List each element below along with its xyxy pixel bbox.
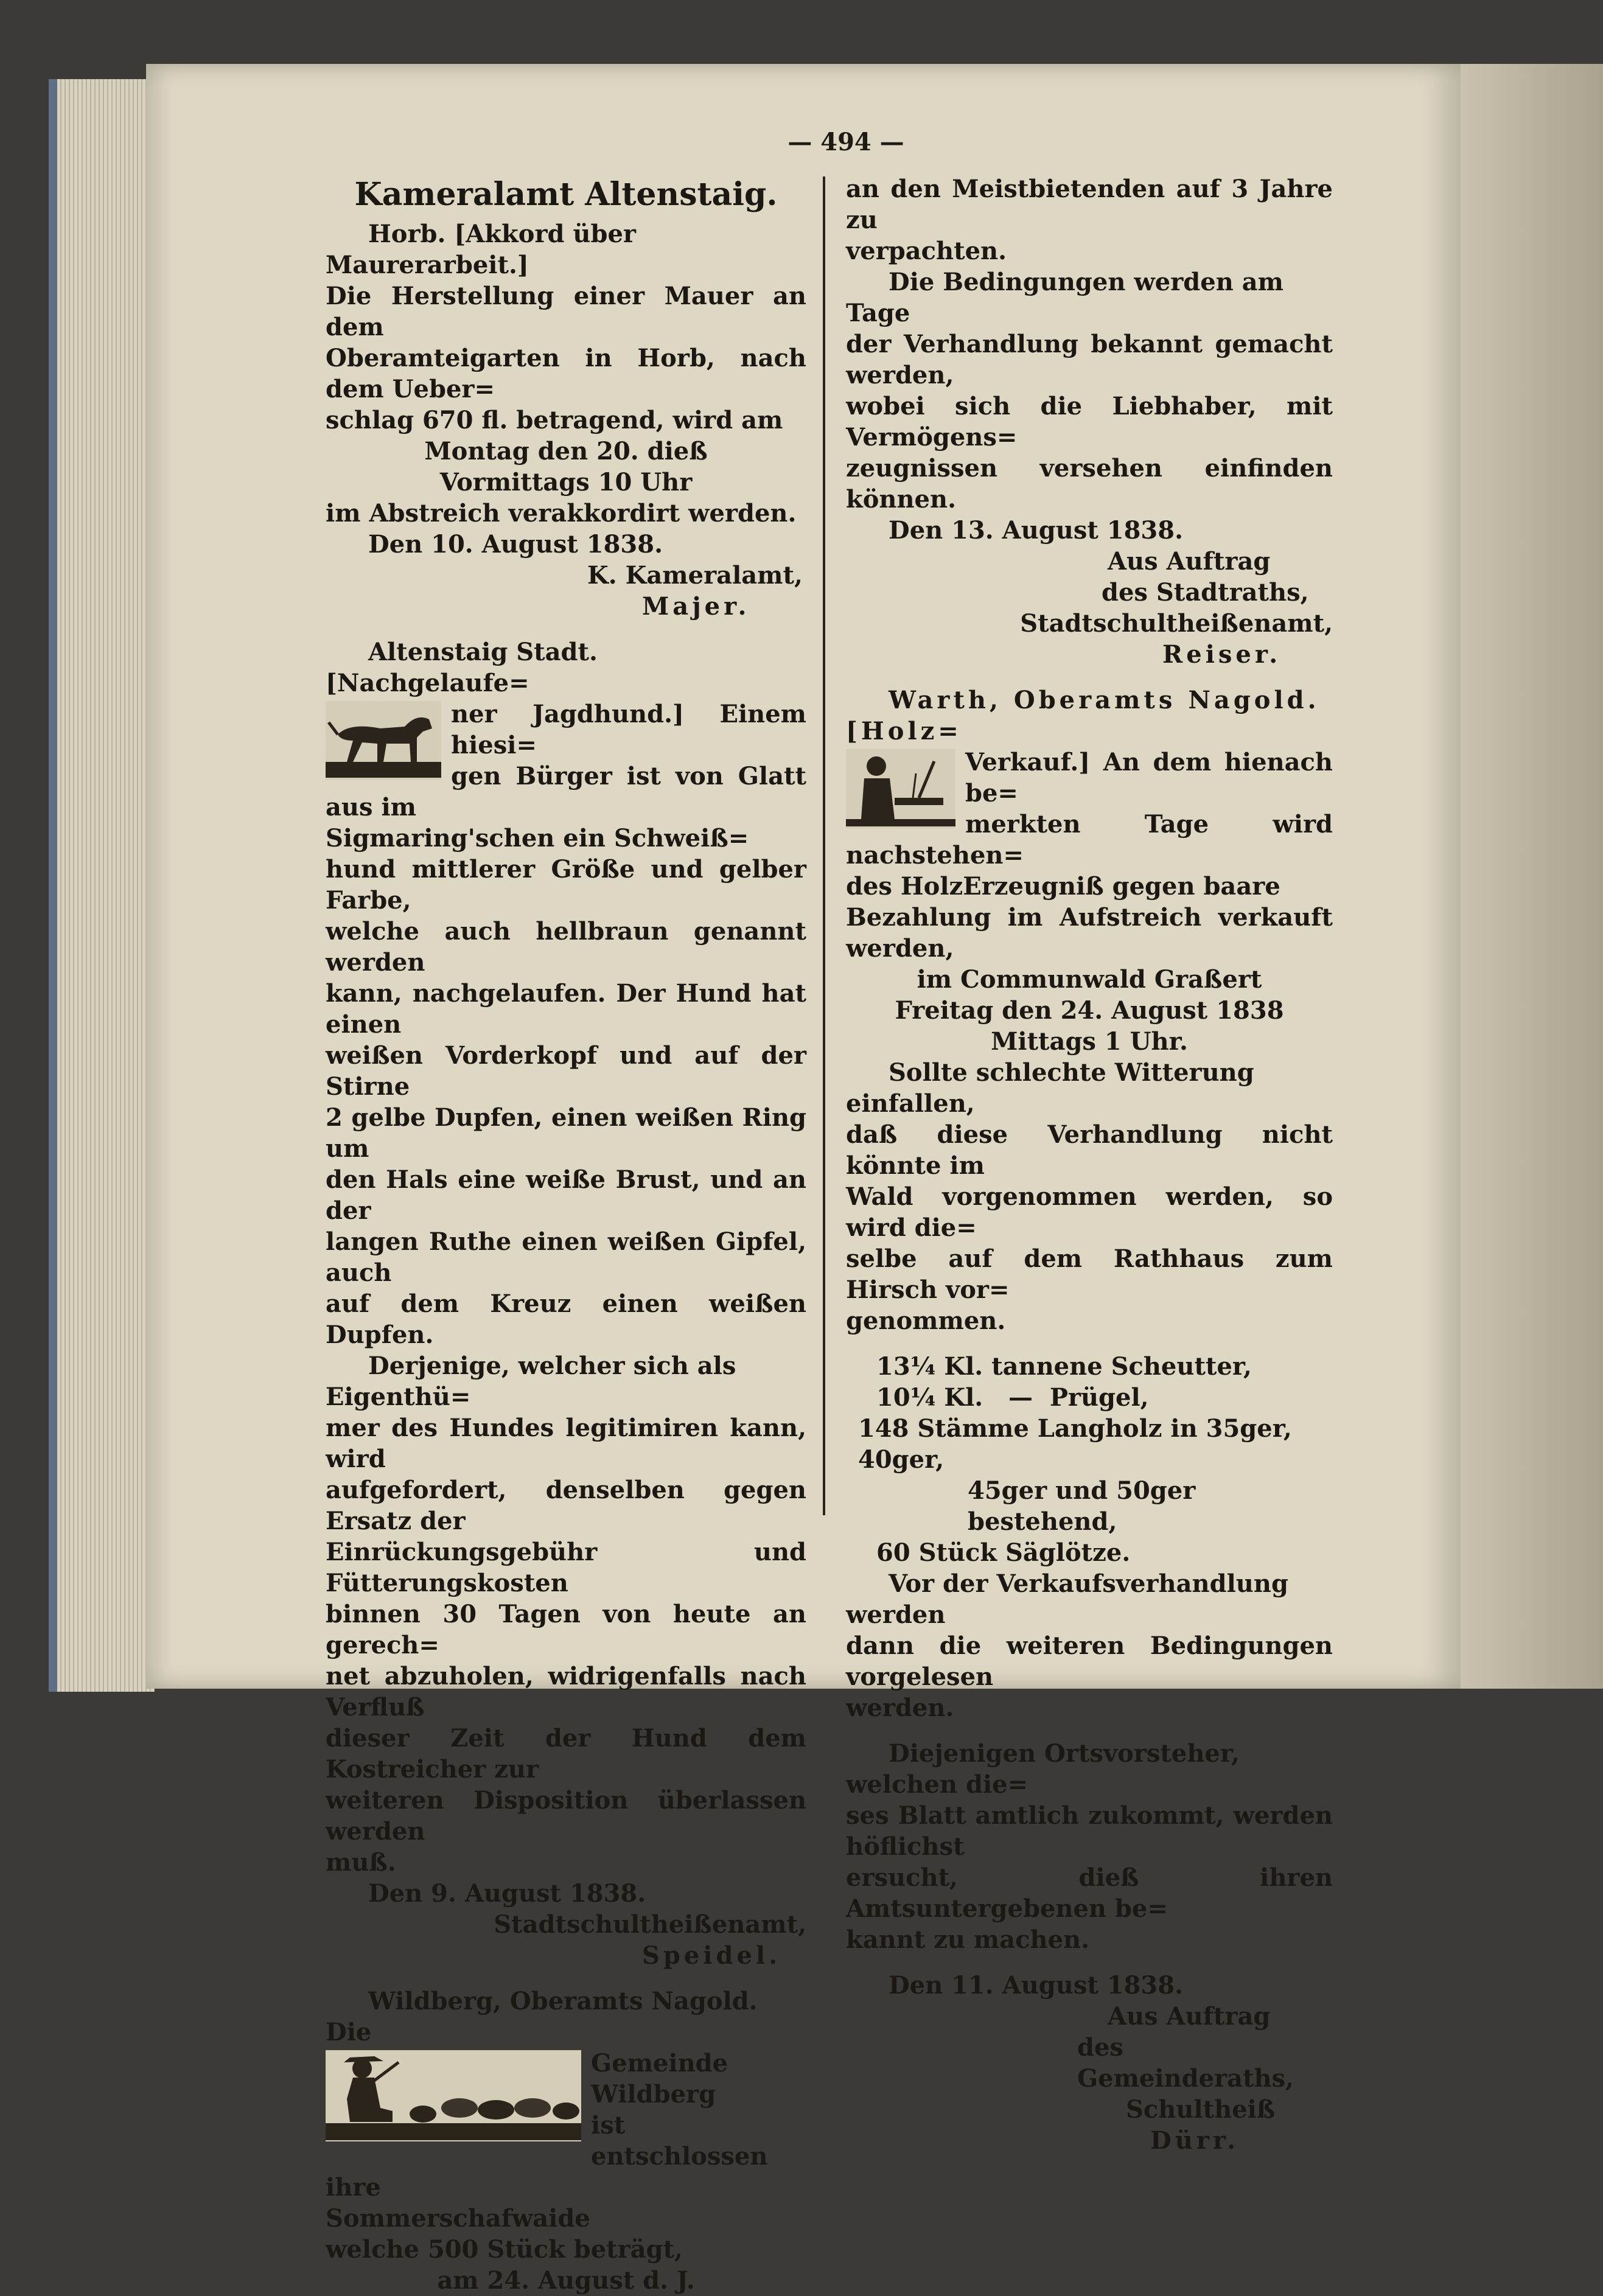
notice-line: Wald vorgenommen werden, so wird die=	[846, 1182, 1333, 1242]
notice-date: Den 11. August 1838.	[889, 1971, 1184, 2000]
notice-line: zeugnissen versehen einfinden können.	[846, 454, 1333, 514]
notice-line: schlag 670 fl. betragend, wird am	[326, 406, 783, 434]
spacer	[326, 622, 806, 637]
notice-line: Vor der Verkaufsverhandlung werden	[846, 1569, 1288, 1629]
notice-line: werden.	[846, 1694, 954, 1722]
notice-signature: Aus Auftrag	[1108, 2002, 1271, 2031]
notice-line: der Verhandlung bekannt gemacht werden,	[846, 330, 1333, 389]
notice-line: weißen Vorderkopf und auf der Stirne	[326, 1041, 806, 1101]
notice-line: kann, nachgelaufen. Der Hund hat einen	[326, 979, 806, 1039]
notice-date-line: Montag den 20. dieß	[424, 437, 708, 466]
wood-item: 10¼ Kl. — Prügel,	[876, 1383, 1149, 1412]
notice-line: Die Bedingungen werden am Tage	[846, 268, 1283, 327]
notice-line: Diejenigen Ortsvorsteher, welchen die=	[846, 1739, 1240, 1799]
notice-line: Verkauf.] An dem hienach be=	[965, 748, 1333, 808]
wood-item: 13¼ Kl. tannene Scheutter,	[876, 1352, 1252, 1381]
notice-line: Bezahlung im Aufstreich verkauft werden,	[846, 903, 1333, 963]
notice-date: Den 13. August 1838.	[889, 516, 1184, 545]
shepherd-woodcut-icon	[326, 2050, 581, 2141]
notice-line: im Abstreich verakkordirt werden.	[326, 499, 797, 528]
notice-line: Einrückungsgebühr und Fütterungskosten	[326, 1538, 806, 1597]
notice-line: mer des Hundes legitimiren kann, wird	[326, 1414, 806, 1473]
notice-line: Gemeinde Wildberg	[591, 2049, 728, 2109]
notice-signature-name: Dürr.	[1150, 2126, 1240, 2155]
column-divider	[823, 176, 825, 1515]
notice-line: gen Bürger ist von Glatt aus im	[326, 762, 806, 822]
notice-line: verpachten.	[846, 237, 1007, 265]
notice-line: ist entschlossen ihre	[326, 2111, 768, 2202]
notice-line: Die Herstellung einer Mauer an dem	[326, 282, 806, 341]
spacer	[326, 1971, 806, 1986]
notice-signature: K. Kameralamt,	[587, 561, 803, 590]
spacer	[846, 1955, 1333, 1970]
notice-line: 2 gelbe Dupfen, einen weißen Ring um	[326, 1103, 806, 1163]
notice-line: des HolzErzeugniß gegen baare	[846, 872, 1280, 901]
notice-line: dann die weiteren Bedingungen vorgelesen	[846, 1631, 1333, 1691]
notice-line: Altenstaig Stadt. [Nachgelaufe=	[326, 638, 598, 697]
wood-item: 148 Stämme Langholz in 35ger, 40ger,	[858, 1414, 1292, 1474]
notice-signature: Stadtschultheißenamt,	[494, 1910, 806, 1939]
notice-line: muß.	[326, 1848, 396, 1877]
notice-place-line: im Communwald Graßert	[917, 965, 1262, 994]
notice-line: hund mittlerer Größe und gelber Farbe,	[326, 855, 806, 915]
notice-line: den Hals eine weiße Brust, und an der	[326, 1165, 806, 1225]
notice-time-line: Vormittags 10 Uhr	[439, 468, 693, 497]
notice-line: ses Blatt amtlich zukommt, werden höflichst	[846, 1801, 1333, 1861]
notice-line: Oberamteigarten in Horb, nach dem Ueber=	[326, 344, 806, 403]
notice-line: langen Ruthe einen weißen Gipfel, auch	[326, 1227, 806, 1287]
notice-date-line: Freitag den 24. August 1838	[895, 996, 1284, 1025]
notice-line: Sollte schlechte Witterung einfallen,	[846, 1058, 1254, 1118]
notice-line: kannt zu machen.	[846, 1925, 1090, 1954]
notice-signature: Aus Auftrag	[1108, 547, 1271, 576]
notice-signature: des Gemeinderaths,	[1077, 2033, 1294, 2093]
notice-line: Warth, Oberamts Nagold. [Holz=	[846, 686, 1320, 745]
notice-line: Sommerschafwaide	[326, 2204, 590, 2233]
notice-line: welche 500 Stück beträgt,	[326, 2235, 683, 2264]
notice-line: ner Jagdhund.] Einem hiesi=	[451, 700, 806, 759]
notice-line: selbe auf dem Rathhaus zum Hirsch vor=	[846, 1244, 1333, 1304]
notice-signature: Stadtschultheißenamt,	[1020, 609, 1333, 638]
notice-date: Den 9. August 1838.	[368, 1879, 646, 1908]
notice-line: welche auch hellbraun genannt werden	[326, 917, 806, 977]
notice-signature: des Stadtraths,	[1102, 578, 1309, 607]
scribe-woodcut-icon	[846, 749, 955, 828]
notice-line: genommen.	[846, 1307, 1006, 1335]
notice-line: Sigmaring'schen ein Schweiß=	[326, 824, 749, 853]
notice-signature-name: Majer.	[642, 592, 750, 621]
notice-line: binnen 30 Tagen von heute an gerech=	[326, 1600, 806, 1659]
notice-line: weiteren Disposition überlassen werden	[326, 1786, 806, 1846]
notice-date: Den 10. August 1838.	[368, 530, 663, 559]
notice-signature: Schultheiß	[1126, 2095, 1276, 2124]
wood-item: 45ger und 50ger bestehend,	[968, 1476, 1196, 1536]
section-title: Kameralamt Altenstaig.	[354, 176, 778, 213]
spacer	[846, 1723, 1333, 1738]
book-page-edges	[49, 79, 155, 1692]
notice-line: an den Meistbietenden auf 3 Jahre zu	[846, 175, 1333, 234]
right-column	[846, 173, 1333, 2155]
notice-line: aufgefordert, denselben gegen Ersatz der	[326, 1476, 806, 1535]
facing-page-strip	[1461, 64, 1603, 1689]
wood-item: 60 Stück Säglötze.	[876, 1538, 1131, 1567]
dog-woodcut-icon	[326, 701, 441, 780]
left-column	[326, 173, 806, 2295]
spacer	[846, 670, 1333, 685]
page-number: — 494 —	[788, 128, 904, 156]
notice-line: Derjenige, welcher sich als Eigenthü=	[326, 1352, 736, 1411]
notice-line: auf dem Kreuz einen weißen Dupfen.	[326, 1289, 806, 1349]
notice-line: wobei sich die Liebhaber, mit Vermögens=	[846, 392, 1333, 452]
notice-line: ersucht, dieß ihren Amtsuntergebenen be=	[846, 1863, 1333, 1923]
notice-line: Horb. [Akkord über Maurerarbeit.]	[326, 220, 636, 279]
notice-signature-name: Reiser.	[1162, 640, 1282, 669]
notice-line: merkten Tage wird nachstehen=	[846, 810, 1333, 870]
spacer	[846, 1336, 1333, 1351]
notice-time-line: Mittags 1 Uhr.	[991, 1027, 1188, 1056]
notice-line: am 24. August d. J.	[437, 2266, 695, 2295]
notice-line: daß diese Verhandlung nicht könnte im	[846, 1120, 1333, 1180]
notice-line: net abzuholen, widrigenfalls nach Verfluß	[326, 1662, 806, 1722]
notice-signature-name: Speidel.	[642, 1941, 781, 1970]
notice-line: dieser Zeit der Hund dem Kostreicher zur	[326, 1724, 806, 1784]
notice-line: Wildberg, Oberamts Nagold. Die	[326, 1987, 758, 2047]
